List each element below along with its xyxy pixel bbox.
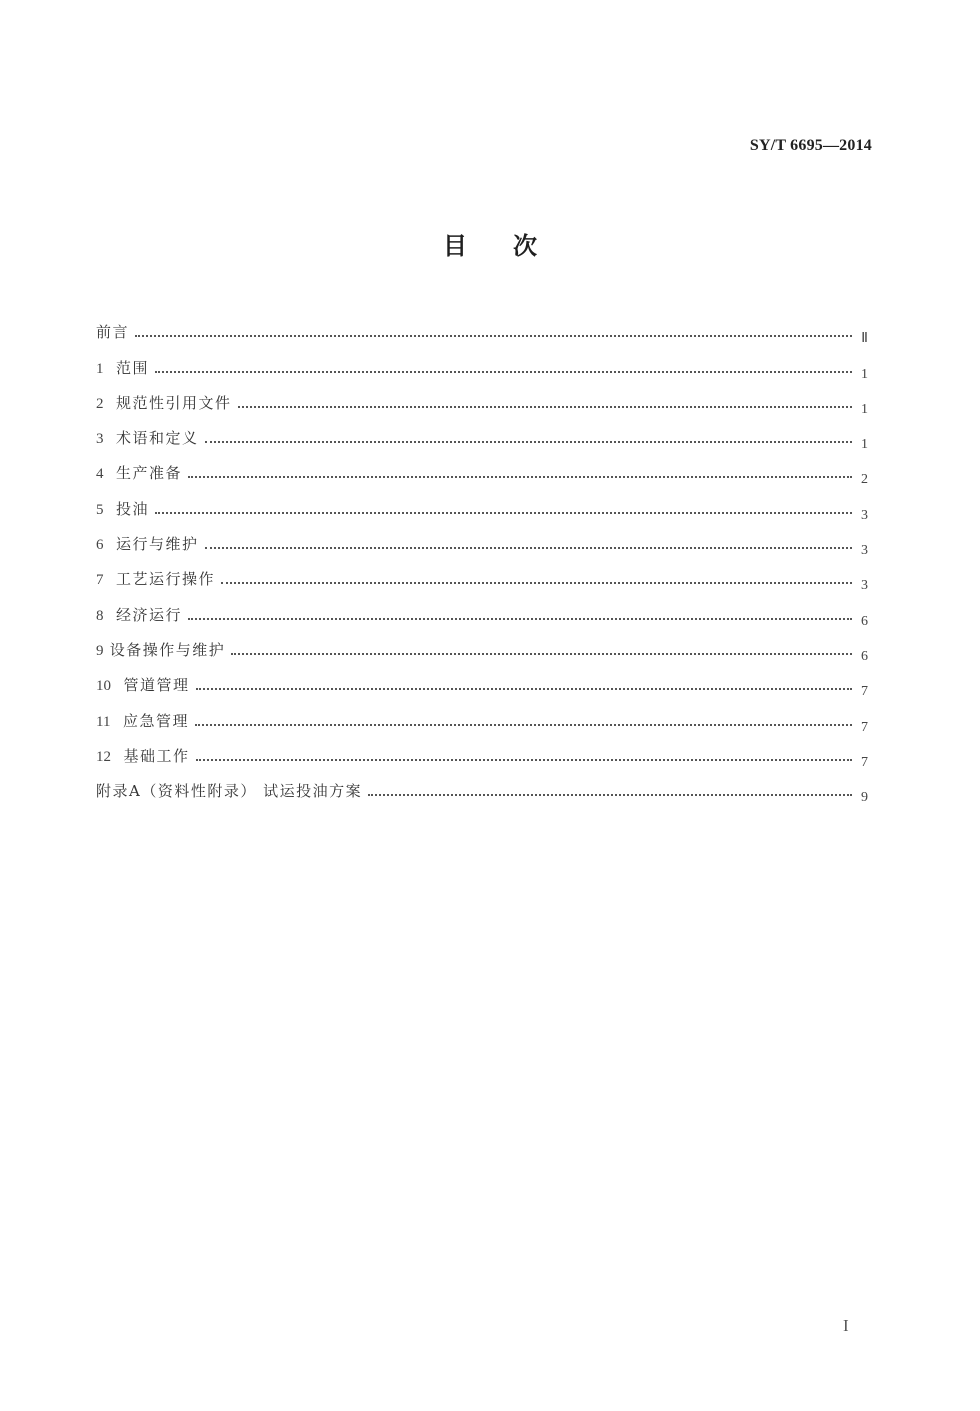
toc-leader-dots (188, 618, 852, 620)
toc-entry-label: 2 规范性引用文件 (96, 393, 232, 412)
page-number: I (843, 1316, 849, 1335)
toc-entry-5[interactable] (96, 489, 868, 524)
toc-entry-9[interactable] (96, 631, 868, 666)
toc-entry-label: 1 范围 (96, 358, 150, 377)
toc-entry-foreword[interactable] (96, 313, 868, 348)
toc-page-number: 6 (861, 613, 868, 629)
toc-page-number: Ⅱ (861, 331, 868, 347)
toc-leader-dots (135, 335, 852, 337)
toc-leader-dots (221, 582, 852, 584)
toc-leader-dots (188, 476, 852, 478)
toc-entry-label: 7 工艺运行操作 (96, 570, 216, 589)
toc-page-number: 6 (861, 648, 868, 664)
toc-page-number: 7 (861, 719, 868, 735)
toc-entry-label: 3 术语和定义 (96, 429, 199, 448)
toc-leader-dots (231, 653, 852, 655)
toc-leader-dots (205, 441, 852, 443)
toc-entry-label: 前言 (96, 323, 130, 342)
toc-leader-dots (196, 688, 852, 690)
toc-entry-label: 附录A（资料性附录） 试运投油方案 (96, 782, 363, 801)
toc-entry-label: 4 生产准备 (96, 464, 183, 483)
toc-page-number: 7 (861, 754, 868, 770)
toc-entry-3[interactable] (96, 419, 868, 454)
standard-code: SY/T 6695—2014 (749, 137, 872, 154)
toc-leader-dots (155, 371, 852, 373)
toc-entry-10[interactable] (96, 666, 868, 701)
table-of-contents (96, 313, 868, 807)
toc-entry-label: 11 应急管理 (96, 711, 190, 730)
toc-leader-dots (196, 759, 852, 761)
toc-page-number: 1 (861, 366, 868, 382)
toc-entry-12[interactable] (96, 737, 868, 772)
toc-entry-label: 12 基础工作 (96, 746, 190, 765)
toc-entry-label: 8 经济运行 (96, 605, 183, 624)
toc-leader-dots (195, 724, 852, 726)
toc-entry-4[interactable] (96, 454, 868, 489)
toc-leader-dots (368, 794, 852, 796)
toc-page-number: 7 (861, 684, 868, 700)
toc-entry-8[interactable] (96, 595, 868, 630)
toc-entry-label: 9 设备操作与维护 (96, 640, 226, 659)
toc-page-number: 3 (861, 578, 868, 594)
toc-leader-dots (155, 512, 852, 514)
toc-page-number: 1 (861, 401, 868, 417)
toc-leader-dots (238, 406, 852, 408)
toc-entry-1[interactable] (96, 348, 868, 383)
toc-page-number: 3 (861, 543, 868, 559)
toc-entry-label: 10 管道管理 (96, 676, 190, 695)
toc-page-number: 1 (861, 437, 868, 453)
toc-entry-label: 6 运行与维护 (96, 535, 199, 554)
toc-entry-11[interactable] (96, 701, 868, 736)
toc-page-number: 2 (861, 472, 868, 488)
toc-entry-appendix-a[interactable] (96, 772, 868, 807)
toc-page-number: 3 (861, 507, 868, 523)
page-title: 目次 (443, 231, 583, 260)
toc-entry-2[interactable] (96, 384, 868, 419)
toc-entry-label: 5 投油 (96, 499, 150, 518)
toc-leader-dots (205, 547, 852, 549)
toc-page-number: 9 (861, 790, 868, 806)
toc-entry-7[interactable] (96, 560, 868, 595)
toc-entry-6[interactable] (96, 525, 868, 560)
